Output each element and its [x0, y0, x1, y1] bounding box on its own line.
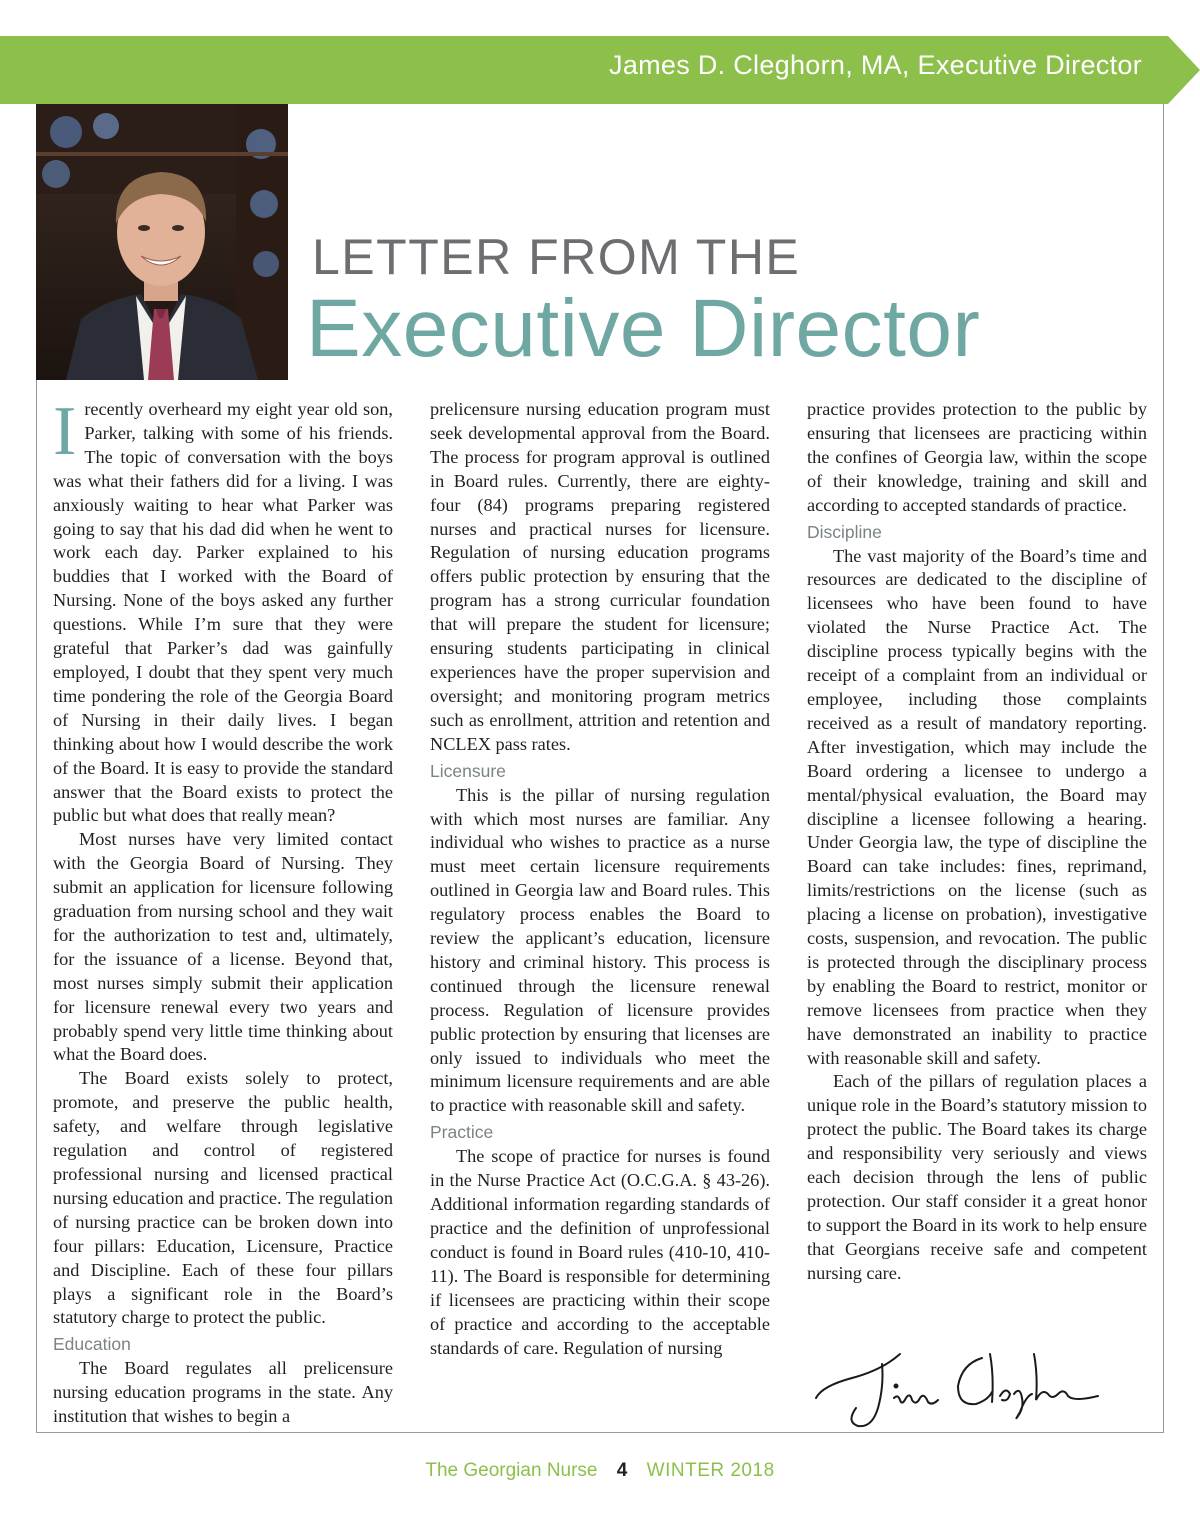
author-title: James D. Cleghorn, MA, Executive Director [609, 50, 1142, 80]
closing-paragraph: Each of the pillars of regulation places a unique role in the Board’s statutory mission to protect the public. The Board takes its charge and responsibility very seriously and views each decision through the lens of public protection. Our staff consider it a great honor to support the Board in its work to help ensure that Georgians receive safe and competent nursing care. [807, 1071, 1147, 1283]
practice-paragraph: The scope of practice for nurses is found in the Nurse Practice Act (O.C.G.A. § 43-26). Additional information regarding standards of practice and the definition of unprofessional conduct is found in Board rules (410-10, 410-11). The Board is responsible for determining if licensees are practicing within their scope of practice and according to the acceptable standards of care. Regulation of nursing [430, 1146, 770, 1358]
signature-icon [812, 1346, 1102, 1436]
practice-continued: practice provides protection to the public by ensuring that licensees are practicing within the confines of Georgia law, within the scope of their knowledge, training and skill and according to accepted standards of practice. [807, 399, 1147, 515]
header-banner [0, 36, 1200, 104]
article-column-3 [807, 398, 1147, 1286]
page-title: Executive Director [306, 283, 981, 374]
issue-date: WINTER 2018 [646, 1460, 775, 1481]
intro-text: recently overheard my eight year old son, Parker, talking with some of his friends. The topic of conversation with the boys was what their fathers did for a living. I was anxiously waiting to hear what Parker was going to say that his dad did when he went to work each day. Parker explained to his buddies that I worked with the Board of Nursing. None of the boys asked any further questions. While I’m sure that they were grateful that Parker’s dad was gainfully employed, I doubt that they spent very much time pondering the role of the Georgia Board of Nursing in their daily lives. I began thinking about how I would describe the work of the Board. It is easy to provide the standard answer that the Board exists to protect the public but what does that really mean? [53, 399, 393, 826]
paragraph-3: The Board exists solely to protect, promote, and preserve the public health, safety, and welfare through legislative regulation and control of registered professional nursing and licensed practical nursing education and practice. The regulation of nursing practice can be broken down into four pillars: Education, Licensure, Practice and Discipline. Each of these four pillars plays a significant role in the Board’s statutory charge to protect the public. [53, 1068, 393, 1328]
education-continued: prelicensure nursing education program must seek developmental approval from the Board. The process for program approval is outlined in Board rules. Currently, there are eighty-four (84) programs preparing registered nurses and practical nurses for licensure. Regulation of nursing education programs offers public protection by ensuring that the program has a strong curricular foundation that will prepare the student for licensure; ensuring students participating in clinical experiences have the proper supervision and oversight; and monitoring program metrics such as enrollment, attrition and retention and NCLEX pass rates. [430, 399, 770, 754]
education-heading: Education [53, 1334, 131, 1355]
heading-kicker: LETTER FROM THE [312, 229, 801, 285]
drop-cap: I [53, 393, 77, 470]
licensure-heading: Licensure [430, 760, 506, 781]
education-paragraph: The Board regulates all prelicensure nursing education programs in the state. Any institution that wishes to begin a [53, 1358, 393, 1427]
publication-name: The Georgian Nurse [425, 1460, 598, 1481]
article-column-2 [430, 398, 770, 1360]
article-column-1 [53, 393, 393, 1429]
page-number: 4 [616, 1460, 628, 1481]
page-footer [0, 1460, 1200, 1482]
discipline-paragraph: The vast majority of the Board’s time and resources are dedicated to the discipline of licensees who have been found to have violated the Nurse Practice Act. The discipline process typically begins with the receipt of a complaint from an individual or employee, including those complaints received as a result of mandatory reporting. After investigation, which may include the Board ordering a licensee to undergo a mental/physical evaluation, the Board may discipline a licensee following a hearing. Under Georgia law, the type of discipline the Board can take includes: fines, reprimand, limits/restrictions on the license (such as placing a license on probation), investigative costs, suspension, and revocation. The public is protected through the disciplinary process by enabling the Board to restrict, monitor or remove licensees from practice when they have demonstrated an inability to practice with reasonable skill and safety. [807, 545, 1147, 1068]
intro-paragraph [53, 393, 393, 828]
practice-heading: Practice [430, 1122, 494, 1143]
paragraph-2: Most nurses have very limited contact with the Georgia Board of Nursing. They submit an application for licensure following graduation from nursing school and they wait for the authorization to test and, ultimately, for the issuance of a license. Beyond that, most nurses simply submit their application for licensure renewal every two years and probably spend very little time thinking about what the Board does. [53, 829, 393, 1065]
signature [812, 1346, 1102, 1436]
licensure-paragraph: This is the pillar of nursing regulation with which most nurses are familiar. Any individual who wishes to practice as a nurse must meet certain licensure requirements outlined in Georgia law and Board rules. This regulatory process enables the Board to review the applicant’s education, licensure history and criminal history. This process is continued through the licensure renewal process. Regulation of licensure provides public protection by ensuring that licenses are only issued to individuals who meet the minimum licensure requirements and are able to practice with reasonable skill and safety. [430, 784, 770, 1116]
discipline-heading: Discipline [807, 521, 882, 542]
portrait-icon [36, 104, 288, 380]
portrait-photo [36, 104, 288, 380]
